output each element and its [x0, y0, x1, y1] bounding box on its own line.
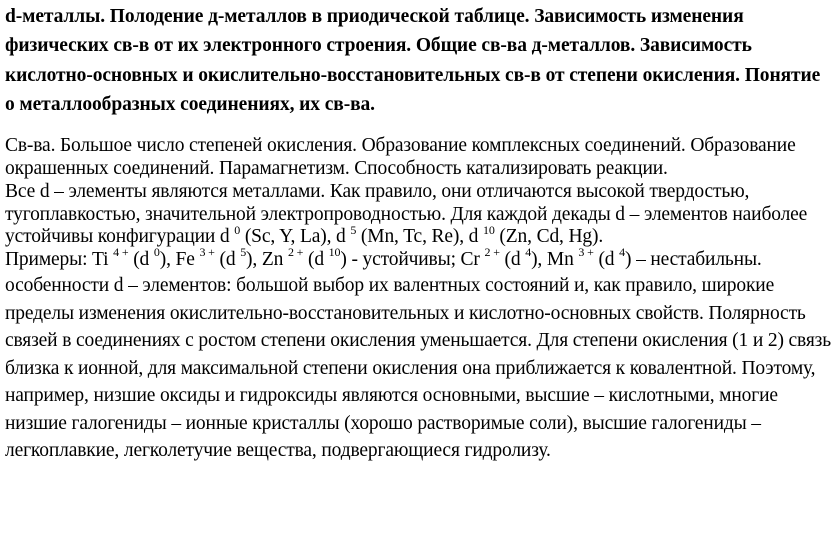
mn-open-text: (d	[593, 248, 620, 270]
fe-charge-superscript: 3 +	[199, 245, 215, 260]
ti-close-text: ), Fe	[159, 248, 200, 270]
d-elements-text-2: (Sc, Y, La), d	[240, 226, 351, 248]
zn-open-text: (d	[303, 248, 329, 270]
zn-charge-superscript: 2 +	[287, 245, 304, 260]
cr-close-text: ), Mn	[531, 248, 579, 270]
fe-close-text: ), Zn	[246, 248, 288, 270]
examples-label: Примеры: Ti	[5, 248, 114, 270]
config-superscript-d10: 10	[483, 222, 495, 237]
zn-close-text: ) - устойчивы; Cr	[340, 248, 485, 270]
cr-config-superscript: 4	[525, 245, 532, 260]
config-superscript-d0: 0	[234, 222, 241, 237]
cr-open-text: (d	[499, 248, 526, 270]
mn-close-text: ) – нестабильны.	[625, 248, 762, 270]
d-elements-paragraph	[5, 181, 833, 271]
properties-paragraph: Св-ва. Большое число степеней окисления. Образование комплексных соединений. Образование окрашенных соединений. Парамагнетизм. Способность катализировать реакции.	[5, 135, 796, 179]
config-superscript-d5: 5	[350, 222, 357, 237]
document-heading: d-металлы. Полодение д-металлов в приодической таблице. Зависимость изменения физических св-в от их электронного строения. Общие св-ва д-металлов. Зависимость кислотно-основных и окислительно-восстановительных св-в от степени окисления. Понятие о металлообразных соединениях, их св-ва.	[5, 6, 821, 115]
mn-charge-superscript: 3 +	[578, 245, 594, 260]
ti-config-superscript: 0	[153, 245, 160, 260]
d-elements-text-1: Все d – элементы являются металлами. Как правило, они отличаются высокой твердостью, тугоплавкостью, значительной электропроводностью. Для каждой декады d – элементов наиболее устойчивы конфигурации d	[5, 181, 808, 248]
d-elements-text-3: (Mn, Tc, Re), d	[356, 226, 483, 248]
d-elements-text-4: (Zn, Cd, Hg).	[494, 226, 604, 248]
fe-config-superscript: 5	[240, 245, 247, 260]
document-page	[5, 0, 833, 465]
fe-open-text: (d	[214, 248, 241, 270]
cr-charge-superscript: 2 +	[484, 245, 500, 260]
d-elements-features-paragraph: особенности d – элементов: большой выбор их валентных состояний и, как правило, широкие пределы изменения окислительно-восстановительных и кислотно-основных свойств. Полярность связей в соединениях с ростом степени окисления уменьшается. Для степени окисления (1 и 2) связь близка к ионной, для максимальной степени окисления она приближается к ковалентной. Поэтому, например, низшие оксиды и гидроксиды являются основными, высшие – кислотными, многие низшие галогениды – ионные кристаллы (хорошо растворимые соли), высшие галогениды – легкоплавкие, легколетучие вещества, подвергающиеся гидролизу.	[5, 275, 831, 462]
ti-open-text: (d	[128, 248, 154, 270]
zn-config-superscript: 10	[328, 245, 341, 260]
mn-config-superscript: 4	[619, 245, 625, 260]
ti-charge-superscript: 4 +	[113, 245, 129, 260]
